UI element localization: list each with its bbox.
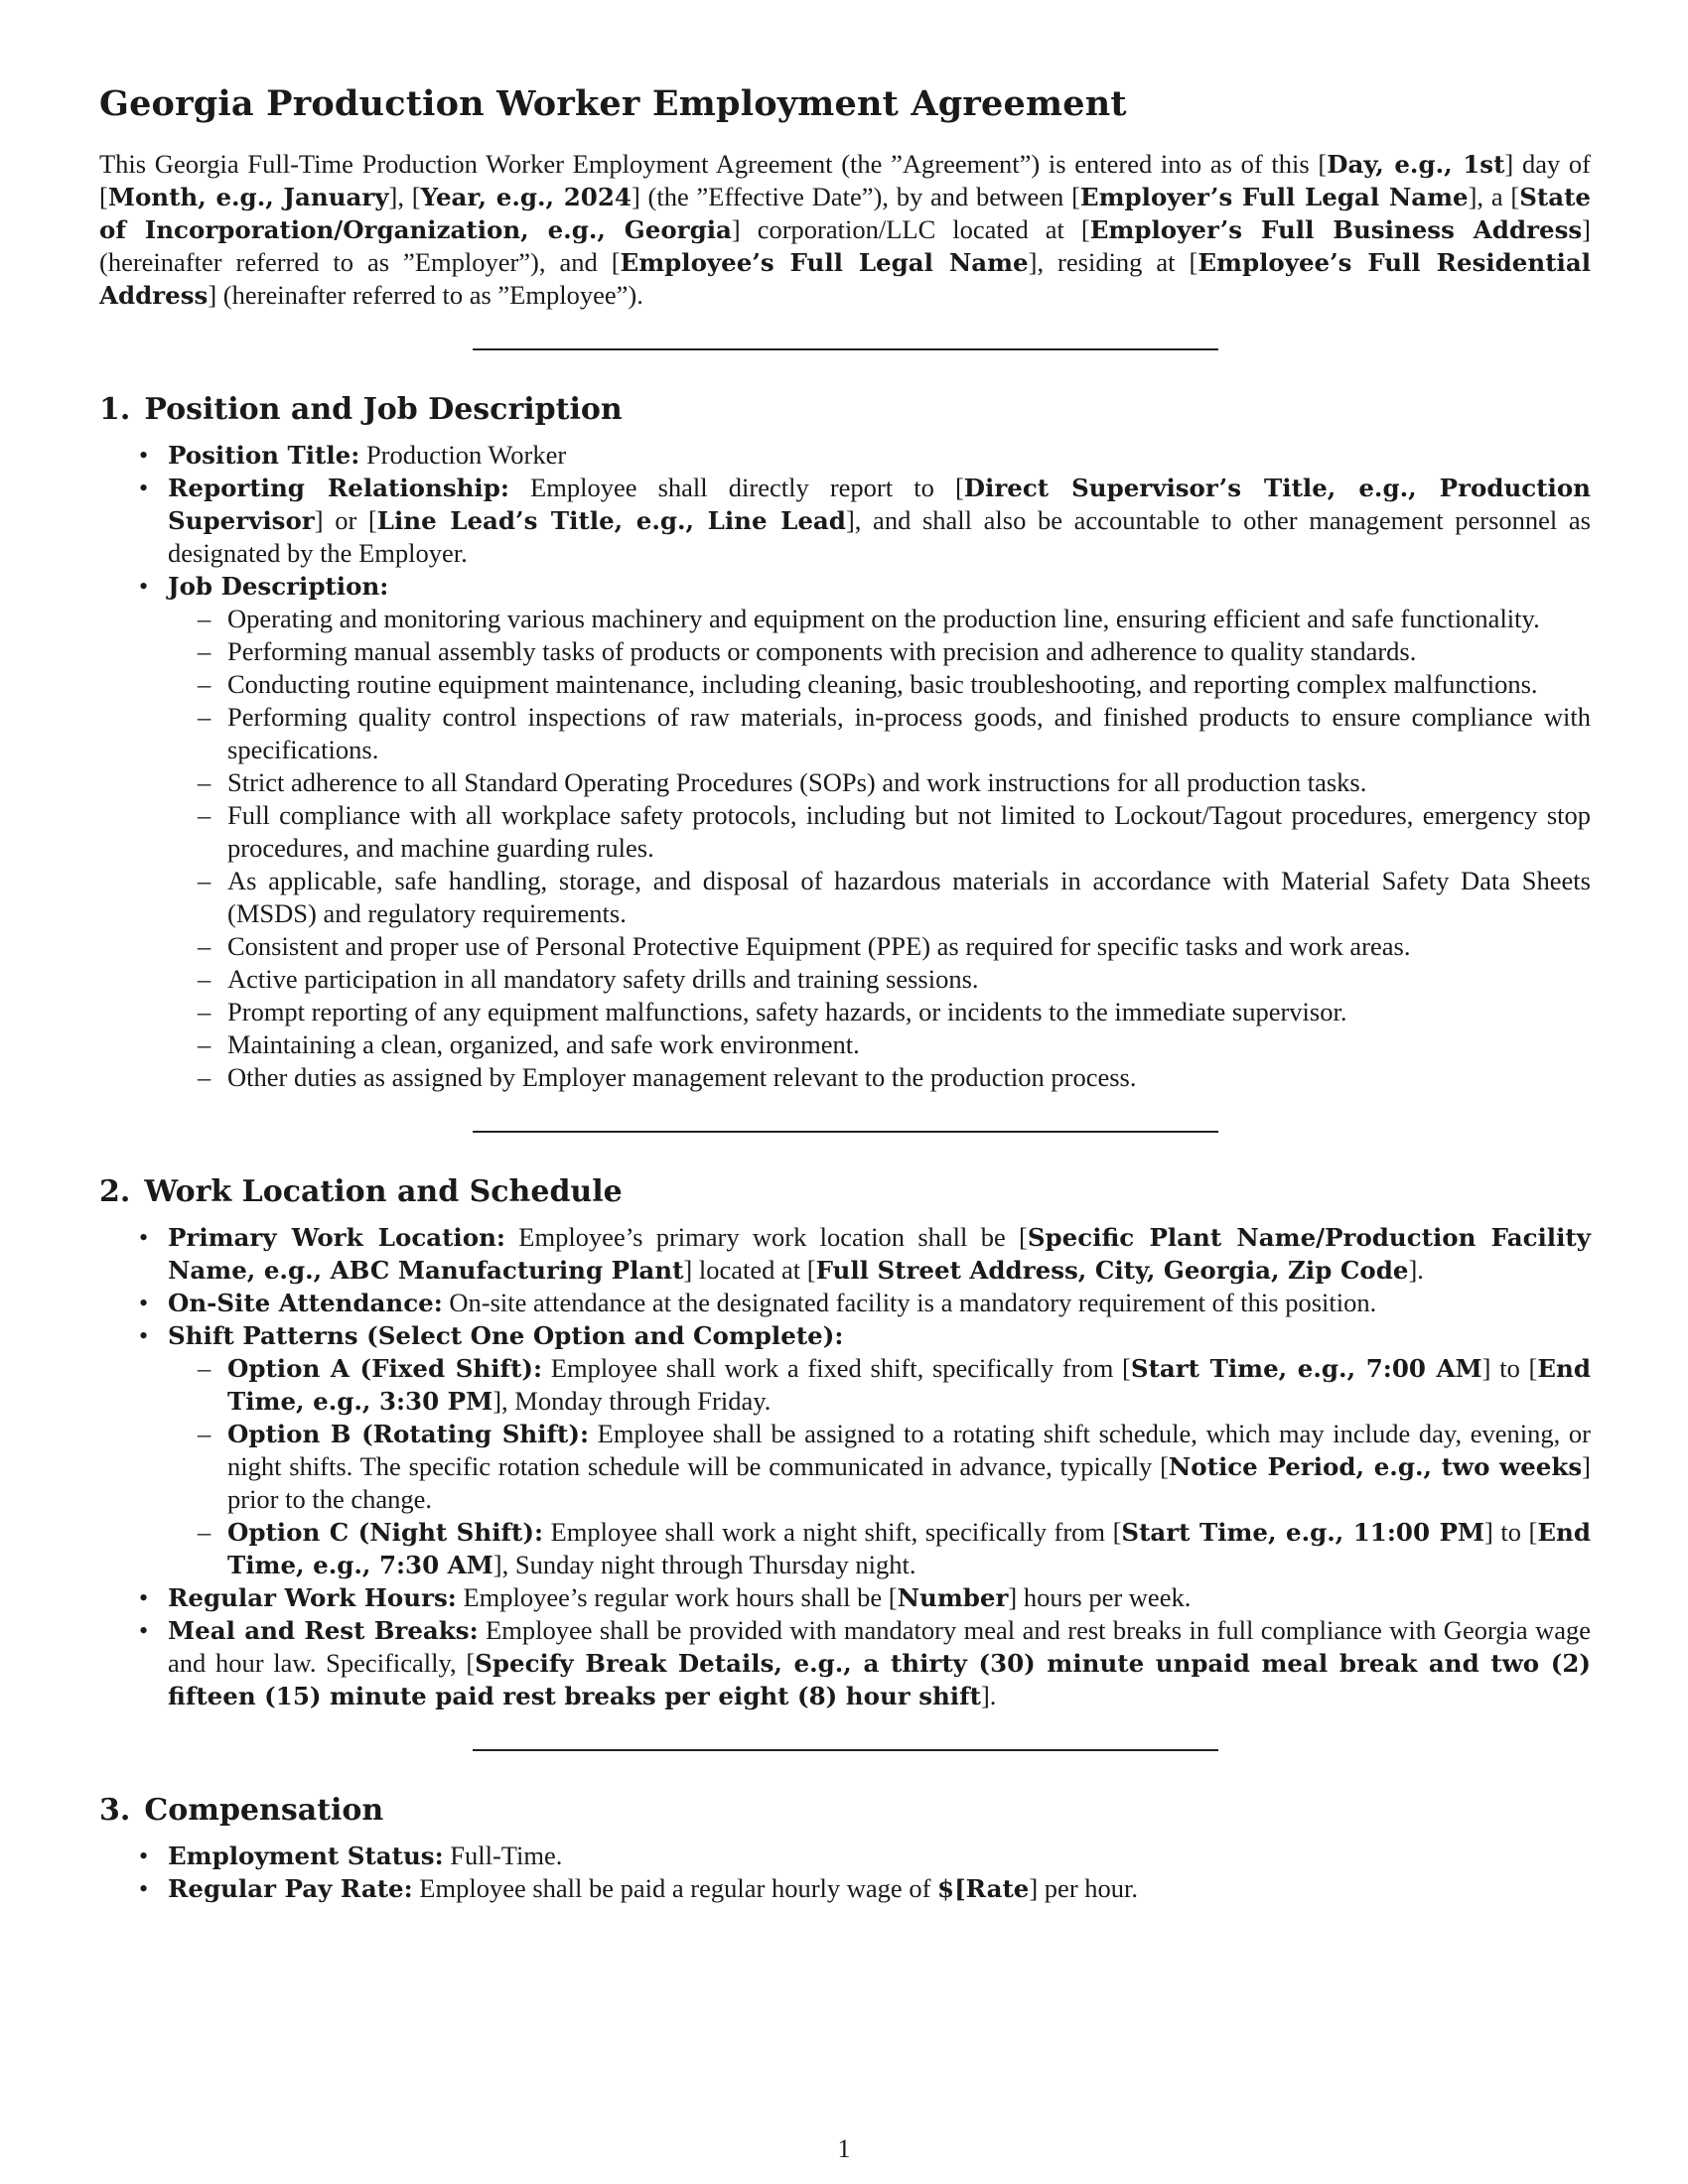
year-placeholder: Year, e.g., 2024 — [420, 183, 632, 211]
item-text: ] prior to the change. — [227, 1451, 1591, 1514]
item-text: Production Worker — [359, 440, 567, 470]
item-label: Primary Work Location: — [168, 1223, 505, 1252]
item-label: Meal and Rest Breaks: — [168, 1616, 479, 1645]
item-text: ], and shall also be accountable to other management personnel as designated by the Employer. — [168, 505, 1591, 568]
list-item — [99, 1614, 1591, 1712]
section-title: Compensation — [144, 1793, 384, 1828]
list-item — [99, 1872, 1591, 1905]
list-item — [99, 1287, 1591, 1319]
list-item — [99, 1840, 1591, 1872]
section-divider — [473, 348, 1218, 350]
document-page — [99, 83, 1591, 1905]
document-title: Georgia Production Worker Employment Agreement — [99, 83, 1127, 124]
notice-period-placeholder: Notice Period, e.g., two weeks — [1168, 1452, 1583, 1481]
section-heading-compensation — [99, 1793, 1591, 1828]
section-heading-location — [99, 1174, 1591, 1209]
item-text: ]. — [980, 1681, 997, 1710]
duty-item: – Prompt reporting of any equipment malfunctions, safety hazards, or incidents to the immediate supervisor. — [168, 996, 1591, 1028]
duty-item: – Performing manual assembly tasks of products or components with precision and adherence to quality standards. — [168, 635, 1591, 668]
section-number: 1. — [99, 392, 131, 427]
shift-option-b — [168, 1418, 1591, 1516]
item-label: Employment Status: — [168, 1842, 444, 1870]
intro-text: ], a [ — [1468, 182, 1520, 211]
line-lead-placeholder: Line Lead’s Title, e.g., Line Lead — [376, 506, 846, 535]
option-label: Option A (Fixed Shift): — [227, 1354, 543, 1383]
item-label: Regular Work Hours: — [168, 1583, 457, 1612]
duty-item: – Conducting routine equipment maintenance, including cleaning, basic troubleshooting, and reporting complex malfunctions. — [168, 668, 1591, 701]
item-text: ], Monday through Friday. — [492, 1386, 772, 1416]
location-list — [99, 1221, 1591, 1712]
shift-option-c — [168, 1516, 1591, 1581]
intro-text: ] (hereinafter referred to as ”Employee”). — [208, 280, 643, 310]
item-text: Full-Time. — [443, 1841, 563, 1870]
position-list — [99, 439, 1591, 1094]
end-time-placeholder: End Time, e.g., 7:30 AM — [227, 1518, 1591, 1579]
item-label: Position Title: — [168, 441, 360, 470]
item-label: Shift Patterns (Select One Option and Complete): — [168, 1321, 844, 1350]
plant-address-placeholder: Full Street Address, City, Georgia, Zip Code — [815, 1256, 1409, 1285]
item-label: On-Site Attendance: — [168, 1289, 443, 1317]
employer-name-placeholder: Employer’s Full Legal Name — [1079, 183, 1469, 211]
item-text: ] per hour. — [1029, 1873, 1139, 1903]
list-item — [99, 472, 1591, 570]
item-text: Employee shall directly report to [ — [508, 473, 964, 502]
section-title: Work Location and Schedule — [144, 1174, 623, 1209]
duty-item: – Full compliance with all workplace safety protocols, including but not limited to Lockout/Tagout procedures, emergency stop procedures, and machine guarding rules. — [168, 799, 1591, 865]
page-number: 1 — [837, 2134, 851, 2163]
item-text: ] located at [ — [683, 1255, 816, 1285]
option-label: Option B (Rotating Shift): — [227, 1420, 589, 1448]
item-text: Employee’s regular work hours shall be [ — [456, 1582, 898, 1612]
section-divider — [473, 1749, 1218, 1751]
intro-paragraph — [99, 148, 1591, 312]
intro-text: ] (hereinafter referred to as ”Employer”), and [ — [99, 214, 1591, 277]
duty-item: – Active participation in all mandatory safety drills and training sessions. — [168, 963, 1591, 996]
item-text: ] to [ — [1481, 1353, 1538, 1383]
start-time-placeholder: Start Time, e.g., 7:00 AM — [1130, 1354, 1482, 1383]
item-text: ]. — [1408, 1255, 1424, 1285]
item-text: Employee shall be assigned to a rotating shift schedule, which may include day, evening, or night shifts. The specific rotation schedule will be communicated in advance, typically [ — [227, 1419, 1591, 1481]
option-label: Option C (Night Shift): — [227, 1518, 543, 1547]
item-label: Regular Pay Rate: — [168, 1874, 413, 1903]
item-text: ] to [ — [1484, 1517, 1538, 1547]
duty-item: – Operating and monitoring various machinery and equipment on the production line, ensuring efficient and safe functionality. — [168, 603, 1591, 635]
month-placeholder: Month, e.g., January — [107, 183, 389, 211]
break-details-placeholder: Specify Break Details, e.g., a thirty (30) minute unpaid meal break and two (2) fifteen (15) minute paid rest breaks per eight (8) hour shift — [168, 1649, 1591, 1710]
duty-item: – Maintaining a clean, organized, and safe work environment. — [168, 1028, 1591, 1061]
intro-text: ], residing at [ — [1028, 247, 1198, 277]
hours-placeholder: Number — [897, 1583, 1009, 1612]
duty-item: – As applicable, safe handling, storage, and disposal of hazardous materials in accordance with Material Safety Data Sheets (MSDS) and regulatory requirements. — [168, 865, 1591, 930]
list-item — [99, 1581, 1591, 1614]
intro-text: ] corporation/LLC located at [ — [731, 214, 1090, 244]
item-text: Employee shall work a fixed shift, specifically from [ — [542, 1353, 1131, 1383]
list-item — [99, 570, 1591, 1094]
list-item — [99, 1221, 1591, 1287]
item-label: Job Description: — [168, 572, 389, 601]
list-item — [99, 439, 1591, 472]
rate-placeholder: $[Rate — [937, 1874, 1030, 1903]
intro-text: This Georgia Full-Time Production Worker Employment Agreement (the ”Agreement”) is entered into as of this [ — [99, 149, 1328, 179]
duty-item: – Strict adherence to all Standard Operating Procedures (SOPs) and work instructions for all production tasks. — [168, 766, 1591, 799]
item-text: ] or [ — [314, 505, 377, 535]
state-placeholder: State of Incorporation/Organization, e.g., Georgia — [99, 183, 1591, 244]
end-time-placeholder: End Time, e.g., 3:30 PM — [227, 1354, 1591, 1416]
item-text: On-site attendance at the designated facility is a mandatory requirement of this position. — [442, 1288, 1377, 1317]
employee-name-placeholder: Employee’s Full Legal Name — [620, 248, 1029, 277]
list-item — [99, 1319, 1591, 1581]
shift-options-list — [168, 1352, 1591, 1581]
employer-address-placeholder: Employer’s Full Business Address — [1089, 215, 1583, 244]
duty-item: – Consistent and proper use of Personal Protective Equipment (PPE) as required for specific tasks and work areas. — [168, 930, 1591, 963]
compensation-list — [99, 1840, 1591, 1905]
section-heading-position — [99, 392, 1591, 427]
intro-text: ] day of [ — [99, 149, 1591, 211]
item-text: Employee shall be paid a regular hourly wage of — [412, 1873, 938, 1903]
start-time-placeholder: Start Time, e.g., 11:00 PM — [1121, 1518, 1484, 1547]
section-number: 3. — [99, 1793, 131, 1828]
item-text: Employee shall work a night shift, specifically from [ — [543, 1517, 1122, 1547]
section-divider — [473, 1131, 1218, 1133]
plant-name-placeholder: Specific Plant Name/Production Facility Name, e.g., ABC Manufacturing Plant — [168, 1223, 1591, 1285]
section-number: 2. — [99, 1174, 131, 1209]
intro-text: ] (the ”Effective Date”), by and between [ — [631, 182, 1080, 211]
day-placeholder: Day, e.g., 1st — [1327, 150, 1505, 179]
duty-item: – Other duties as assigned by Employer management relevant to the production process. — [168, 1061, 1591, 1094]
duties-list — [168, 603, 1591, 1094]
intro-text: ], [ — [388, 182, 421, 211]
shift-option-a — [168, 1352, 1591, 1418]
item-text: Employee shall be provided with mandatory meal and rest breaks in full compliance with Georgia wage and hour law. Specifically, [ — [168, 1615, 1592, 1678]
item-text: ], Sunday night through Thursday night. — [492, 1550, 916, 1579]
supervisor-placeholder: Direct Supervisor’s Title, e.g., Production Supervisor — [168, 474, 1591, 535]
item-label: Reporting Relationship: — [168, 474, 509, 502]
item-text: Employee’s primary work location shall be [ — [504, 1222, 1028, 1252]
section-title: Position and Job Description — [144, 392, 623, 427]
duty-item: – Performing quality control inspections of raw materials, in-process goods, and finished products to ensure compliance with specifications. — [168, 701, 1591, 766]
item-text: ] hours per week. — [1008, 1582, 1192, 1612]
employee-address-placeholder: Employee’s Full Residential Address — [99, 248, 1592, 310]
